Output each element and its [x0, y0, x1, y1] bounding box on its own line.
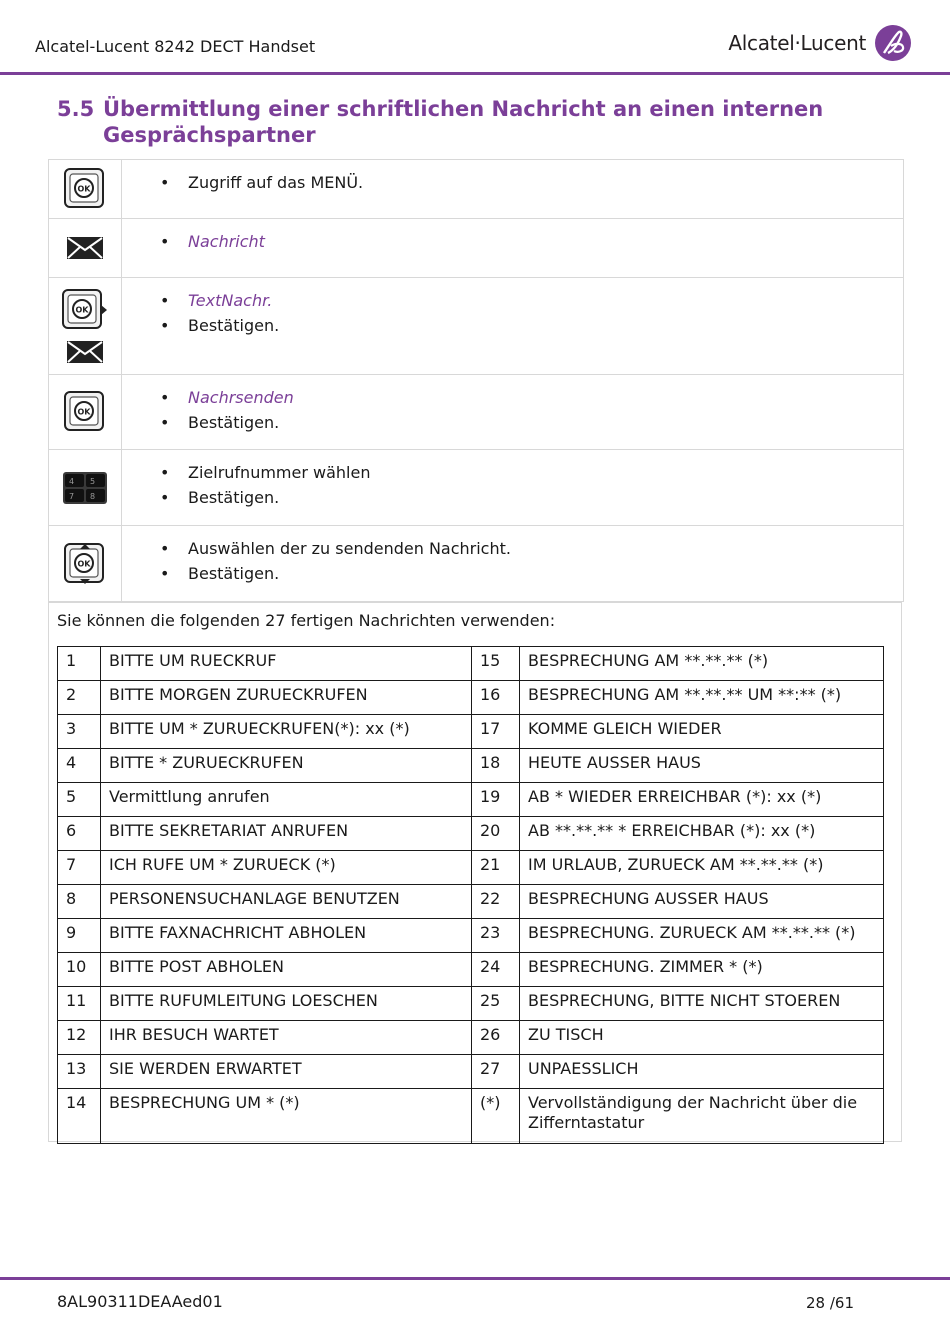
message-number: 18 [472, 749, 520, 783]
ok-key-icon [63, 167, 107, 211]
message-text: IM URLAUB, ZURUECK AM **.**.** (*) [520, 851, 884, 885]
message-number: 24 [472, 953, 520, 987]
message-number: 22 [472, 885, 520, 919]
keypad-icon [63, 472, 107, 504]
svg-text:OK: OK [77, 407, 91, 417]
message-text: HEUTE AUSSER HAUS [520, 749, 884, 783]
step-bullet [160, 170, 903, 195]
step-text-cell [122, 219, 903, 277]
instruction-text: Bestätigen. [188, 564, 280, 583]
section-heading [57, 96, 917, 148]
message-number: 26 [472, 1021, 520, 1055]
message-text: UNPAESSLICH [520, 1055, 884, 1089]
header-divider [0, 72, 950, 75]
message-number: 21 [472, 851, 520, 885]
message-number: 5 [58, 783, 101, 817]
message-number: 8 [58, 885, 101, 919]
step-bullet [160, 460, 903, 485]
svg-text:OK: OK [75, 305, 89, 315]
message-text: BITTE UM * ZURUECKRUFEN(*): xx (*) [101, 715, 472, 749]
table-row [58, 919, 884, 953]
instruction-text: Auswählen der zu sendenden Nachricht. [188, 539, 511, 558]
step-text-cell [122, 160, 903, 218]
ok-key-right-icon [61, 288, 109, 332]
menu-item-label: Nachrsenden [188, 388, 294, 407]
message-text: BITTE SEKRETARIAT ANRUFEN [101, 817, 472, 851]
step-bullet [160, 485, 903, 510]
section-number: 5.5 [57, 97, 95, 121]
message-text: BESPRECHUNG AM **.**.** (*) [520, 647, 884, 681]
svg-text:8: 8 [90, 491, 96, 501]
message-text: BITTE POST ABHOLEN [101, 953, 472, 987]
table-row [58, 647, 884, 681]
message-text: BITTE FAXNACHRICHT ABHOLEN [101, 919, 472, 953]
message-text: BITTE MORGEN ZURUECKRUFEN [101, 681, 472, 715]
step-bullet [160, 536, 903, 561]
message-number: 16 [472, 681, 520, 715]
message-text: SIE WERDEN ERWARTET [101, 1055, 472, 1089]
message-number: 23 [472, 919, 520, 953]
intro-text: Sie können die folgenden 27 fertigen Nachrichten verwenden: [57, 611, 556, 630]
envelope-icon [66, 340, 104, 364]
step-row [49, 278, 903, 375]
menu-item-label: TextNachr. [188, 291, 273, 310]
section-title: Übermittlung einer schriftlichen Nachricht an einen internen Gesprächspartner [103, 97, 824, 147]
step-text-cell [122, 278, 903, 374]
step-row [49, 219, 903, 278]
logo-text: Alcatel·Lucent [728, 31, 866, 55]
instruction-text: Zugriff auf das MENÜ. [188, 173, 364, 192]
step-text-cell [122, 450, 903, 525]
page-number: 28 /61 [806, 1294, 854, 1312]
steps-table [48, 159, 904, 602]
message-text: BESPRECHUNG AUSSER HAUS [520, 885, 884, 919]
table-row [58, 817, 884, 851]
message-number: 15 [472, 647, 520, 681]
message-text: BITTE RUFUMLEITUNG LOESCHEN [101, 987, 472, 1021]
table-row [58, 783, 884, 817]
svg-text:4: 4 [69, 476, 75, 486]
message-number: 10 [58, 953, 101, 987]
step-icon-cell [49, 160, 122, 218]
message-number: 19 [472, 783, 520, 817]
table-row [58, 715, 884, 749]
message-number: 12 [58, 1021, 101, 1055]
step-bullet [160, 313, 903, 338]
message-text: BESPRECHUNG AM **.**.** UM **:** (*) [520, 681, 884, 715]
table-row [58, 1089, 884, 1144]
message-number: 4 [58, 749, 101, 783]
step-text-cell [122, 526, 903, 601]
table-row [58, 953, 884, 987]
ok-key-icon [63, 390, 107, 434]
table-row [58, 987, 884, 1021]
step-icon-cell [49, 219, 122, 277]
message-text: ZU TISCH [520, 1021, 884, 1055]
step-bullet [160, 410, 903, 435]
message-text: KOMME GLEICH WIEDER [520, 715, 884, 749]
message-number: 2 [58, 681, 101, 715]
instruction-text: Bestätigen. [188, 488, 280, 507]
brand-logo [728, 24, 912, 62]
message-text: IHR BESUCH WARTET [101, 1021, 472, 1055]
message-number: 7 [58, 851, 101, 885]
message-number: 27 [472, 1055, 520, 1089]
step-row [49, 526, 903, 602]
envelope-icon [66, 236, 104, 260]
table-row [58, 851, 884, 885]
message-text: BESPRECHUNG. ZIMMER * (*) [520, 953, 884, 987]
message-text: Vervollständigung der Nachricht über die Zifferntastatur [520, 1089, 884, 1144]
document-title: Alcatel-Lucent 8242 DECT Handset [35, 37, 316, 56]
alcatel-lucent-logo-icon [874, 24, 912, 62]
table-row [58, 749, 884, 783]
message-text: BESPRECHUNG, BITTE NICHT STOEREN [520, 987, 884, 1021]
step-row [49, 375, 903, 450]
message-text: BESPRECHUNG UM * (*) [101, 1089, 472, 1144]
step-icon-cell [49, 526, 122, 601]
step-bullet [160, 288, 903, 313]
menu-item-label: Nachricht [188, 232, 265, 251]
document-id: 8AL90311DEAAed01 [57, 1292, 223, 1311]
instruction-text: Zielrufnummer wählen [188, 463, 371, 482]
message-number: 17 [472, 715, 520, 749]
message-number: 14 [58, 1089, 101, 1144]
message-number: 11 [58, 987, 101, 1021]
message-text: Vermittlung anrufen [101, 783, 472, 817]
messages-table [57, 646, 884, 1144]
message-text: ICH RUFE UM * ZURUECK (*) [101, 851, 472, 885]
message-number: 20 [472, 817, 520, 851]
table-row [58, 885, 884, 919]
instruction-text: Bestätigen. [188, 413, 280, 432]
message-text: BESPRECHUNG. ZURUECK AM **.**.** (*) [520, 919, 884, 953]
footer-divider [0, 1277, 950, 1280]
message-text: AB **.**.** * ERREICHBAR (*): xx (*) [520, 817, 884, 851]
step-bullet [160, 229, 903, 254]
step-bullet [160, 385, 903, 410]
svg-text:7: 7 [69, 491, 75, 501]
message-text: AB * WIEDER ERREICHBAR (*): xx (*) [520, 783, 884, 817]
message-number: 25 [472, 987, 520, 1021]
message-number: 3 [58, 715, 101, 749]
svg-text:5: 5 [90, 476, 96, 486]
message-text: BITTE UM RUECKRUF [101, 647, 472, 681]
step-icon-cell [49, 278, 122, 374]
table-row [58, 1021, 884, 1055]
table-row [58, 681, 884, 715]
message-number: 1 [58, 647, 101, 681]
step-text-cell [122, 375, 903, 449]
svg-text:OK: OK [77, 559, 91, 568]
step-row [49, 450, 903, 526]
message-number: 6 [58, 817, 101, 851]
message-number: (*) [472, 1089, 520, 1144]
step-bullet [160, 561, 903, 586]
table-row [58, 1055, 884, 1089]
instruction-text: Bestätigen. [188, 316, 280, 335]
message-text: PERSONENSUCHANLAGE BENUTZEN [101, 885, 472, 919]
step-row [49, 160, 903, 219]
message-text: BITTE * ZURUECKRUFEN [101, 749, 472, 783]
step-icon-cell [49, 450, 122, 525]
svg-text:OK: OK [77, 184, 91, 194]
step-icon-cell [49, 375, 122, 449]
message-number: 13 [58, 1055, 101, 1089]
ok-key-updown-icon [63, 539, 107, 589]
message-number: 9 [58, 919, 101, 953]
